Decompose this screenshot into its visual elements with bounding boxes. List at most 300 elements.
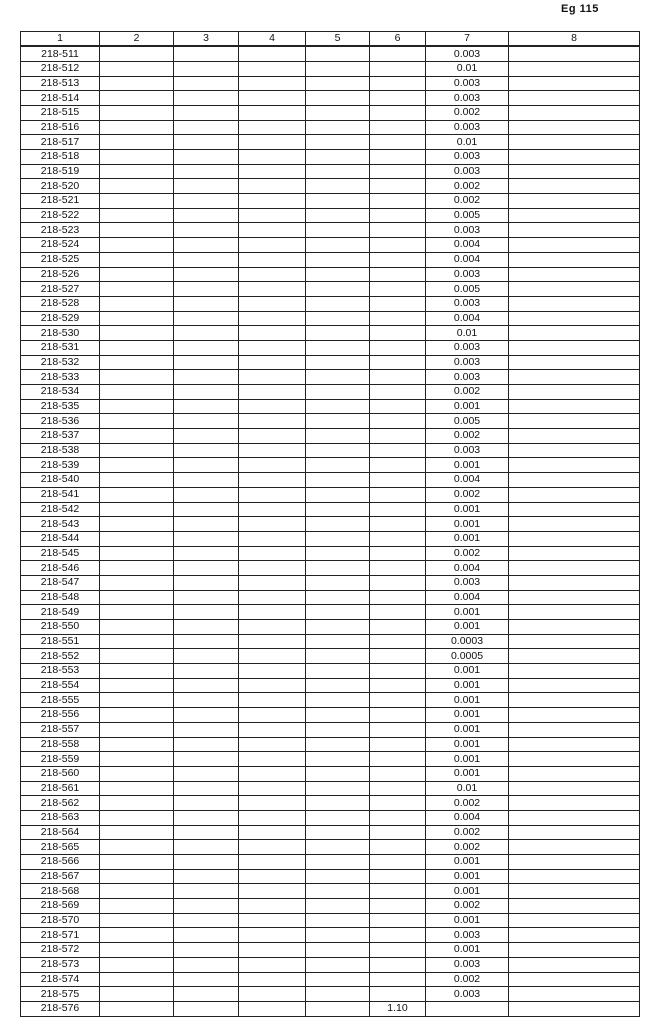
cell-col-7: 0.001 xyxy=(426,869,509,884)
cell-col-3 xyxy=(174,296,239,311)
table-row xyxy=(21,296,640,311)
cell-col-2 xyxy=(100,840,174,855)
cell-col-8 xyxy=(509,810,640,825)
cell-col-7: 0.01 xyxy=(426,781,509,796)
cell-col-7: 0.003 xyxy=(426,575,509,590)
cell-col-2 xyxy=(100,620,174,635)
cell-col-4 xyxy=(239,575,306,590)
cell-col-4 xyxy=(239,194,306,209)
cell-col-6 xyxy=(370,76,426,91)
cell-col-1: 218-549 xyxy=(21,605,100,620)
cell-col-4 xyxy=(239,238,306,253)
table-row xyxy=(21,943,640,958)
cell-col-8 xyxy=(509,355,640,370)
cell-col-5 xyxy=(306,91,370,106)
cell-col-2 xyxy=(100,810,174,825)
cell-col-2 xyxy=(100,458,174,473)
cell-col-7: 0.01 xyxy=(426,61,509,76)
cell-col-5 xyxy=(306,825,370,840)
cell-col-1: 218-513 xyxy=(21,76,100,91)
table-row xyxy=(21,150,640,165)
cell-col-2 xyxy=(100,135,174,150)
cell-col-7: 0.003 xyxy=(426,150,509,165)
cell-col-6 xyxy=(370,91,426,106)
cell-col-5 xyxy=(306,355,370,370)
cell-col-5 xyxy=(306,296,370,311)
table-row xyxy=(21,105,640,120)
cell-col-4 xyxy=(239,620,306,635)
cell-col-8 xyxy=(509,61,640,76)
cell-col-6 xyxy=(370,664,426,679)
cell-col-8 xyxy=(509,561,640,576)
cell-col-3 xyxy=(174,385,239,400)
cell-col-3 xyxy=(174,855,239,870)
cell-col-5 xyxy=(306,546,370,561)
cell-col-8 xyxy=(509,781,640,796)
table-row xyxy=(21,502,640,517)
cell-col-7: 0.004 xyxy=(426,561,509,576)
cell-col-7: 0.002 xyxy=(426,105,509,120)
cell-col-5 xyxy=(306,899,370,914)
cell-col-6 xyxy=(370,855,426,870)
cell-col-3 xyxy=(174,884,239,899)
cell-col-5 xyxy=(306,972,370,987)
cell-col-3 xyxy=(174,150,239,165)
cell-col-1: 218-565 xyxy=(21,840,100,855)
cell-col-7: 0.001 xyxy=(426,884,509,899)
cell-col-6 xyxy=(370,884,426,899)
cell-col-3 xyxy=(174,311,239,326)
cell-col-2 xyxy=(100,487,174,502)
cell-col-7: 0.002 xyxy=(426,179,509,194)
cell-col-1: 218-541 xyxy=(21,487,100,502)
cell-col-2 xyxy=(100,296,174,311)
cell-col-3 xyxy=(174,796,239,811)
cell-col-6 xyxy=(370,840,426,855)
cell-col-6 xyxy=(370,326,426,341)
cell-col-4 xyxy=(239,884,306,899)
cell-col-4 xyxy=(239,678,306,693)
cell-col-8 xyxy=(509,575,640,590)
cell-col-2 xyxy=(100,91,174,106)
cell-col-6 xyxy=(370,458,426,473)
cell-col-2 xyxy=(100,252,174,267)
cell-col-3 xyxy=(174,179,239,194)
cell-col-2 xyxy=(100,179,174,194)
cell-col-5 xyxy=(306,326,370,341)
cell-col-3 xyxy=(174,61,239,76)
cell-col-1: 218-572 xyxy=(21,943,100,958)
cell-col-8 xyxy=(509,238,640,253)
cell-col-3 xyxy=(174,91,239,106)
cell-col-5 xyxy=(306,620,370,635)
cell-col-5 xyxy=(306,840,370,855)
cell-col-6 xyxy=(370,972,426,987)
table-row xyxy=(21,781,640,796)
cell-col-2 xyxy=(100,340,174,355)
cell-col-3 xyxy=(174,194,239,209)
cell-col-6 xyxy=(370,61,426,76)
cell-col-7: 0.004 xyxy=(426,311,509,326)
cell-col-8 xyxy=(509,76,640,91)
table-row xyxy=(21,810,640,825)
cell-col-2 xyxy=(100,61,174,76)
cell-col-5 xyxy=(306,208,370,223)
table-row xyxy=(21,620,640,635)
cell-col-4 xyxy=(239,355,306,370)
cell-col-3 xyxy=(174,649,239,664)
cell-col-3 xyxy=(174,869,239,884)
cell-col-1: 218-562 xyxy=(21,796,100,811)
cell-col-1: 218-514 xyxy=(21,91,100,106)
cell-col-1: 218-571 xyxy=(21,928,100,943)
cell-col-4 xyxy=(239,987,306,1002)
cell-col-4 xyxy=(239,46,306,61)
cell-col-8 xyxy=(509,370,640,385)
cell-col-3 xyxy=(174,781,239,796)
cell-col-6 xyxy=(370,899,426,914)
cell-col-7: 0.001 xyxy=(426,737,509,752)
table-row xyxy=(21,46,640,61)
cell-col-8 xyxy=(509,252,640,267)
cell-col-4 xyxy=(239,105,306,120)
table-row xyxy=(21,913,640,928)
cell-col-5 xyxy=(306,252,370,267)
cell-col-7: 0.002 xyxy=(426,194,509,209)
cell-col-5 xyxy=(306,443,370,458)
cell-col-8 xyxy=(509,208,640,223)
table-row xyxy=(21,825,640,840)
cell-col-2 xyxy=(100,678,174,693)
cell-col-4 xyxy=(239,76,306,91)
cell-col-3 xyxy=(174,899,239,914)
cell-col-2 xyxy=(100,502,174,517)
cell-col-1: 218-539 xyxy=(21,458,100,473)
cell-col-5 xyxy=(306,399,370,414)
cell-col-3 xyxy=(174,326,239,341)
cell-col-3 xyxy=(174,620,239,635)
table-row xyxy=(21,517,640,532)
cell-col-8 xyxy=(509,943,640,958)
cell-col-5 xyxy=(306,605,370,620)
cell-col-2 xyxy=(100,150,174,165)
cell-col-1: 218-540 xyxy=(21,473,100,488)
cell-col-8 xyxy=(509,634,640,649)
cell-col-1: 218-568 xyxy=(21,884,100,899)
cell-col-2 xyxy=(100,1001,174,1016)
cell-col-4 xyxy=(239,664,306,679)
cell-col-2 xyxy=(100,943,174,958)
cell-col-5 xyxy=(306,869,370,884)
cell-col-3 xyxy=(174,766,239,781)
cell-col-5 xyxy=(306,61,370,76)
table-row xyxy=(21,561,640,576)
cell-col-1: 218-528 xyxy=(21,296,100,311)
cell-col-4 xyxy=(239,91,306,106)
cell-col-6 xyxy=(370,282,426,297)
cell-col-3 xyxy=(174,722,239,737)
cell-col-8 xyxy=(509,796,640,811)
cell-col-1: 218-530 xyxy=(21,326,100,341)
cell-col-4 xyxy=(239,179,306,194)
cell-col-7: 0.001 xyxy=(426,620,509,635)
cell-col-3 xyxy=(174,355,239,370)
cell-col-2 xyxy=(100,605,174,620)
cell-col-3 xyxy=(174,810,239,825)
cell-col-2 xyxy=(100,267,174,282)
cell-col-1: 218-575 xyxy=(21,987,100,1002)
cell-col-4 xyxy=(239,722,306,737)
cell-col-2 xyxy=(100,869,174,884)
cell-col-6 xyxy=(370,781,426,796)
cell-col-6 xyxy=(370,722,426,737)
cell-col-8 xyxy=(509,913,640,928)
cell-col-3 xyxy=(174,928,239,943)
cell-col-2 xyxy=(100,120,174,135)
cell-col-6 xyxy=(370,179,426,194)
cell-col-1: 218-522 xyxy=(21,208,100,223)
cell-col-8 xyxy=(509,194,640,209)
cell-col-7: 0.001 xyxy=(426,664,509,679)
cell-col-8 xyxy=(509,840,640,855)
cell-col-5 xyxy=(306,46,370,61)
cell-col-1: 218-538 xyxy=(21,443,100,458)
cell-col-5 xyxy=(306,796,370,811)
table-row xyxy=(21,120,640,135)
cell-col-1: 218-555 xyxy=(21,693,100,708)
table-row xyxy=(21,429,640,444)
cell-col-4 xyxy=(239,752,306,767)
cell-col-4 xyxy=(239,546,306,561)
cell-col-4 xyxy=(239,208,306,223)
cell-col-4 xyxy=(239,282,306,297)
table-row xyxy=(21,61,640,76)
table-row xyxy=(21,605,640,620)
table-row xyxy=(21,531,640,546)
cell-col-5 xyxy=(306,737,370,752)
cell-col-3 xyxy=(174,913,239,928)
cell-col-7: 0.001 xyxy=(426,458,509,473)
cell-col-8 xyxy=(509,972,640,987)
cell-col-7: 0.005 xyxy=(426,282,509,297)
cell-col-4 xyxy=(239,957,306,972)
cell-col-8 xyxy=(509,46,640,61)
table-row xyxy=(21,634,640,649)
cell-col-3 xyxy=(174,105,239,120)
cell-col-8 xyxy=(509,752,640,767)
cell-col-7: 0.001 xyxy=(426,722,509,737)
cell-col-3 xyxy=(174,370,239,385)
cell-col-2 xyxy=(100,664,174,679)
cell-col-2 xyxy=(100,796,174,811)
cell-col-8 xyxy=(509,135,640,150)
table-row xyxy=(21,972,640,987)
table-row xyxy=(21,370,640,385)
cell-col-2 xyxy=(100,531,174,546)
cell-col-4 xyxy=(239,502,306,517)
cell-col-4 xyxy=(239,943,306,958)
cell-col-7: 0.002 xyxy=(426,385,509,400)
cell-col-1: 218-567 xyxy=(21,869,100,884)
cell-col-2 xyxy=(100,208,174,223)
column-header-8: 8 xyxy=(509,32,640,47)
table-row xyxy=(21,414,640,429)
cell-col-8 xyxy=(509,164,640,179)
data-table xyxy=(20,31,640,1017)
cell-col-3 xyxy=(174,282,239,297)
table-row xyxy=(21,385,640,400)
cell-col-1: 218-512 xyxy=(21,61,100,76)
cell-col-3 xyxy=(174,752,239,767)
cell-col-2 xyxy=(100,429,174,444)
cell-col-1: 218-532 xyxy=(21,355,100,370)
table-row xyxy=(21,590,640,605)
table-row xyxy=(21,487,640,502)
cell-col-4 xyxy=(239,517,306,532)
cell-col-6 xyxy=(370,546,426,561)
cell-col-1: 218-576 xyxy=(21,1001,100,1016)
cell-col-6 xyxy=(370,605,426,620)
cell-col-4 xyxy=(239,840,306,855)
cell-col-3 xyxy=(174,223,239,238)
cell-col-8 xyxy=(509,311,640,326)
cell-col-8 xyxy=(509,957,640,972)
cell-col-3 xyxy=(174,737,239,752)
table-row xyxy=(21,76,640,91)
cell-col-1: 218-524 xyxy=(21,238,100,253)
cell-col-2 xyxy=(100,781,174,796)
cell-col-4 xyxy=(239,414,306,429)
cell-col-7: 0.002 xyxy=(426,796,509,811)
cell-col-8 xyxy=(509,649,640,664)
cell-col-3 xyxy=(174,561,239,576)
cell-col-1: 218-519 xyxy=(21,164,100,179)
cell-col-6 xyxy=(370,355,426,370)
table-row xyxy=(21,664,640,679)
cell-col-2 xyxy=(100,326,174,341)
cell-col-7: 0.003 xyxy=(426,987,509,1002)
cell-col-3 xyxy=(174,208,239,223)
cell-col-4 xyxy=(239,326,306,341)
cell-col-6 xyxy=(370,825,426,840)
cell-col-6 xyxy=(370,987,426,1002)
cell-col-4 xyxy=(239,399,306,414)
cell-col-1: 218-566 xyxy=(21,855,100,870)
cell-col-5 xyxy=(306,238,370,253)
cell-col-3 xyxy=(174,76,239,91)
cell-col-5 xyxy=(306,414,370,429)
cell-col-5 xyxy=(306,179,370,194)
cell-col-3 xyxy=(174,825,239,840)
cell-col-1: 218-569 xyxy=(21,899,100,914)
cell-col-1: 218-517 xyxy=(21,135,100,150)
cell-col-4 xyxy=(239,531,306,546)
cell-col-1: 218-574 xyxy=(21,972,100,987)
cell-col-1: 218-551 xyxy=(21,634,100,649)
cell-col-2 xyxy=(100,766,174,781)
cell-col-8 xyxy=(509,517,640,532)
cell-col-5 xyxy=(306,987,370,1002)
cell-col-6 xyxy=(370,150,426,165)
cell-col-7: 0.003 xyxy=(426,223,509,238)
cell-col-6 xyxy=(370,429,426,444)
table-row xyxy=(21,884,640,899)
cell-col-1: 218-535 xyxy=(21,399,100,414)
cell-col-8 xyxy=(509,150,640,165)
cell-col-7: 0.005 xyxy=(426,208,509,223)
cell-col-1: 218-573 xyxy=(21,957,100,972)
cell-col-1: 218-556 xyxy=(21,708,100,723)
cell-col-4 xyxy=(239,899,306,914)
cell-col-8 xyxy=(509,928,640,943)
page-label: Eg 115 xyxy=(561,3,599,15)
cell-col-8 xyxy=(509,473,640,488)
cell-col-7: 0.004 xyxy=(426,473,509,488)
table-row xyxy=(21,252,640,267)
cell-col-8 xyxy=(509,855,640,870)
cell-col-1: 218-550 xyxy=(21,620,100,635)
cell-col-4 xyxy=(239,796,306,811)
cell-col-6 xyxy=(370,678,426,693)
cell-col-5 xyxy=(306,282,370,297)
cell-col-7: 0.001 xyxy=(426,766,509,781)
cell-col-5 xyxy=(306,590,370,605)
cell-col-7: 0.003 xyxy=(426,46,509,61)
cell-col-3 xyxy=(174,487,239,502)
cell-col-5 xyxy=(306,928,370,943)
cell-col-3 xyxy=(174,972,239,987)
cell-col-6 xyxy=(370,487,426,502)
table-row xyxy=(21,164,640,179)
cell-col-8 xyxy=(509,708,640,723)
cell-col-5 xyxy=(306,517,370,532)
cell-col-6 xyxy=(370,531,426,546)
cell-col-3 xyxy=(174,120,239,135)
cell-col-6 xyxy=(370,796,426,811)
table-row xyxy=(21,840,640,855)
cell-col-2 xyxy=(100,913,174,928)
cell-col-6 xyxy=(370,561,426,576)
cell-col-4 xyxy=(239,634,306,649)
cell-col-7: 0.002 xyxy=(426,840,509,855)
cell-col-1: 218-520 xyxy=(21,179,100,194)
cell-col-3 xyxy=(174,429,239,444)
cell-col-1: 218-546 xyxy=(21,561,100,576)
cell-col-5 xyxy=(306,810,370,825)
table-row xyxy=(21,678,640,693)
table-row xyxy=(21,737,640,752)
cell-col-4 xyxy=(239,693,306,708)
cell-col-5 xyxy=(306,664,370,679)
cell-col-7: 0.005 xyxy=(426,414,509,429)
cell-col-6 xyxy=(370,693,426,708)
cell-col-8 xyxy=(509,693,640,708)
cell-col-8 xyxy=(509,91,640,106)
cell-col-7: 0.002 xyxy=(426,546,509,561)
table-row xyxy=(21,91,640,106)
cell-col-1: 218-554 xyxy=(21,678,100,693)
cell-col-1: 218-557 xyxy=(21,722,100,737)
cell-col-7: 0.003 xyxy=(426,120,509,135)
cell-col-5 xyxy=(306,649,370,664)
cell-col-3 xyxy=(174,708,239,723)
cell-col-5 xyxy=(306,561,370,576)
cell-col-4 xyxy=(239,561,306,576)
cell-col-3 xyxy=(174,458,239,473)
cell-col-3 xyxy=(174,840,239,855)
cell-col-7: 0.002 xyxy=(426,972,509,987)
cell-col-5 xyxy=(306,487,370,502)
